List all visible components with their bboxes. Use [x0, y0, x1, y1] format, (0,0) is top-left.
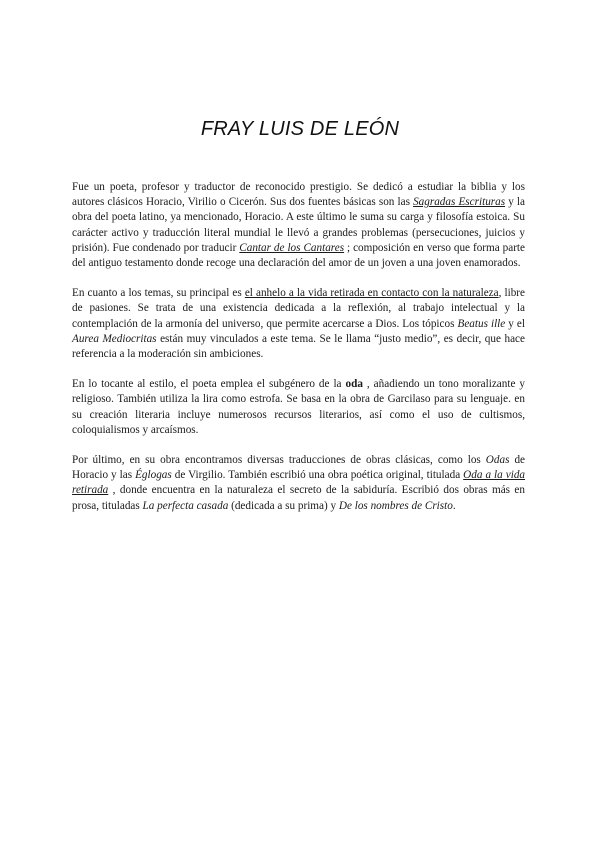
text-run: , añadiendo un tono moralizante y religioso. También utiliza la lira como estrofa. Se basa en la obra de Garcilaso para su lenguaje. en su creación literaria incluye numerosos recursos literarios, así como el uso de cultismos, coloquialismos y arcaísmos.	[72, 378, 525, 436]
emphasized-text: el anhelo a la vida retirada en contacto con la naturaleza	[244, 287, 499, 300]
emphasized-text: Oda a la vida retirada	[72, 469, 526, 497]
text-run: Por último, en su obra encontramos diversas traducciones de obras clásicas, como los	[72, 454, 486, 467]
emphasized-text: Sagradas Escrituras	[413, 196, 506, 209]
paragraph-2	[72, 286, 525, 362]
emphasized-text: Églogas	[135, 469, 172, 482]
text-run: , libre de pasiones. Se trata de una existencia dedicada a la reflexión, al trabajo intelectual y la contemplación de la armonía del universo, que permite acercarse a Dios. Los tópicos	[72, 287, 525, 330]
emphasized-text: oda	[345, 378, 363, 391]
text-run: Fue un poeta, profesor y traductor de reconocido prestigio. Se dedicó a estudiar la biblia y los autores clásicos Horacio, Virilio o Cicerón. Sus dos fuentes básicas son las	[72, 181, 525, 209]
text-run: En cuanto a los temas, su principal es	[72, 287, 245, 300]
emphasized-text: De los nombres de Cristo	[338, 499, 453, 512]
text-run: , donde encuentra en la naturaleza el secreto de la sabiduría. Escribió dos obras más en prosa, tituladas	[72, 484, 525, 512]
emphasized-text: Odas	[485, 454, 510, 467]
text-run: .	[452, 499, 456, 512]
paragraph-4	[72, 453, 525, 514]
text-run: y el	[505, 317, 525, 330]
text-run: (dedicada a su prima) y	[228, 499, 339, 512]
paragraph-3	[72, 377, 525, 438]
emphasized-text: Aurea Mediocritas	[72, 332, 157, 345]
document-body	[72, 180, 525, 529]
emphasized-text: Cantar de los Cantares	[239, 241, 345, 254]
text-run: En lo tocante al estilo, el poeta emplea el subgénero de la	[72, 378, 346, 391]
text-run: están muy vinculados a este tema. Se le llama “justo medio”, es decir, que hace referencia a la moderación sin ambiciones.	[72, 332, 525, 361]
text-run: de Horacio y las	[72, 454, 525, 482]
text-run: de Virgilio. También escribió una obra poética original, titulada	[171, 469, 464, 482]
text-run: y la obra del poeta latino, ya mencionado, Horacio. A este último le suma su carga y filosofía estoica. Su carácter activo y traducción literal mundial le llevó a grandes problemas (persecuciones, juicios y prisión). Fue condenado por traducir	[72, 196, 526, 254]
paragraph-1	[72, 180, 525, 271]
emphasized-text: Beatus ille	[457, 317, 506, 330]
emphasized-text: La perfecta casada	[142, 499, 229, 512]
page-title: FRAY LUIS DE LEÓN	[200, 118, 400, 140]
text-run: ; composición en verso que forma parte del antiguo testamento donde recoge una declaración del amor de un joven a una joven enamorados.	[72, 241, 525, 270]
